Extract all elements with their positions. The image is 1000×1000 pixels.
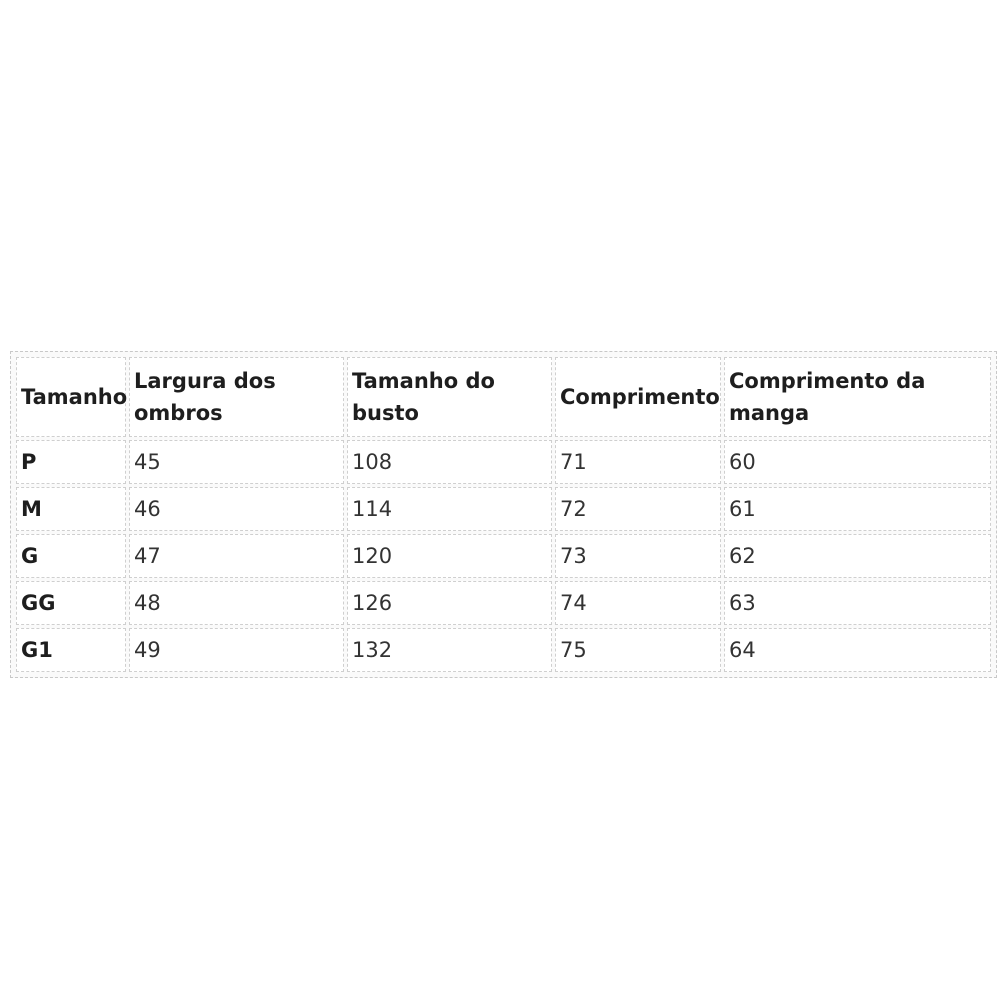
cell-bust-size: 120 (347, 534, 552, 578)
cell-sleeve-length: 64 (724, 628, 991, 672)
table-row (16, 487, 991, 531)
table-header (16, 357, 991, 437)
cell-size: M (16, 487, 126, 531)
cell-length: 74 (555, 581, 721, 625)
cell-size: GG (16, 581, 126, 625)
size-chart-table-container (10, 351, 997, 678)
cell-sleeve-length: 61 (724, 487, 991, 531)
cell-bust-size: 132 (347, 628, 552, 672)
cell-sleeve-length: 60 (724, 440, 991, 484)
cell-shoulder-width: 47 (129, 534, 344, 578)
cell-bust-size: 126 (347, 581, 552, 625)
cell-size: P (16, 440, 126, 484)
size-chart-table (13, 354, 994, 675)
cell-sleeve-length: 63 (724, 581, 991, 625)
cell-shoulder-width: 45 (129, 440, 344, 484)
cell-length: 73 (555, 534, 721, 578)
cell-size: G1 (16, 628, 126, 672)
cell-size: G (16, 534, 126, 578)
header-bust-size: Tamanho do busto (347, 357, 552, 437)
cell-bust-size: 114 (347, 487, 552, 531)
table-row (16, 534, 991, 578)
cell-shoulder-width: 48 (129, 581, 344, 625)
table-body (16, 440, 991, 672)
header-size: Tamanho (16, 357, 126, 437)
cell-shoulder-width: 46 (129, 487, 344, 531)
table-row (16, 581, 991, 625)
cell-length: 75 (555, 628, 721, 672)
table-row (16, 440, 991, 484)
table-row (16, 628, 991, 672)
cell-length: 71 (555, 440, 721, 484)
header-shoulder-width: Largura dos ombros (129, 357, 344, 437)
cell-shoulder-width: 49 (129, 628, 344, 672)
cell-bust-size: 108 (347, 440, 552, 484)
cell-length: 72 (555, 487, 721, 531)
header-row (16, 357, 991, 437)
header-length: Comprimento (555, 357, 721, 437)
header-sleeve-length: Comprimento da manga (724, 357, 991, 437)
cell-sleeve-length: 62 (724, 534, 991, 578)
